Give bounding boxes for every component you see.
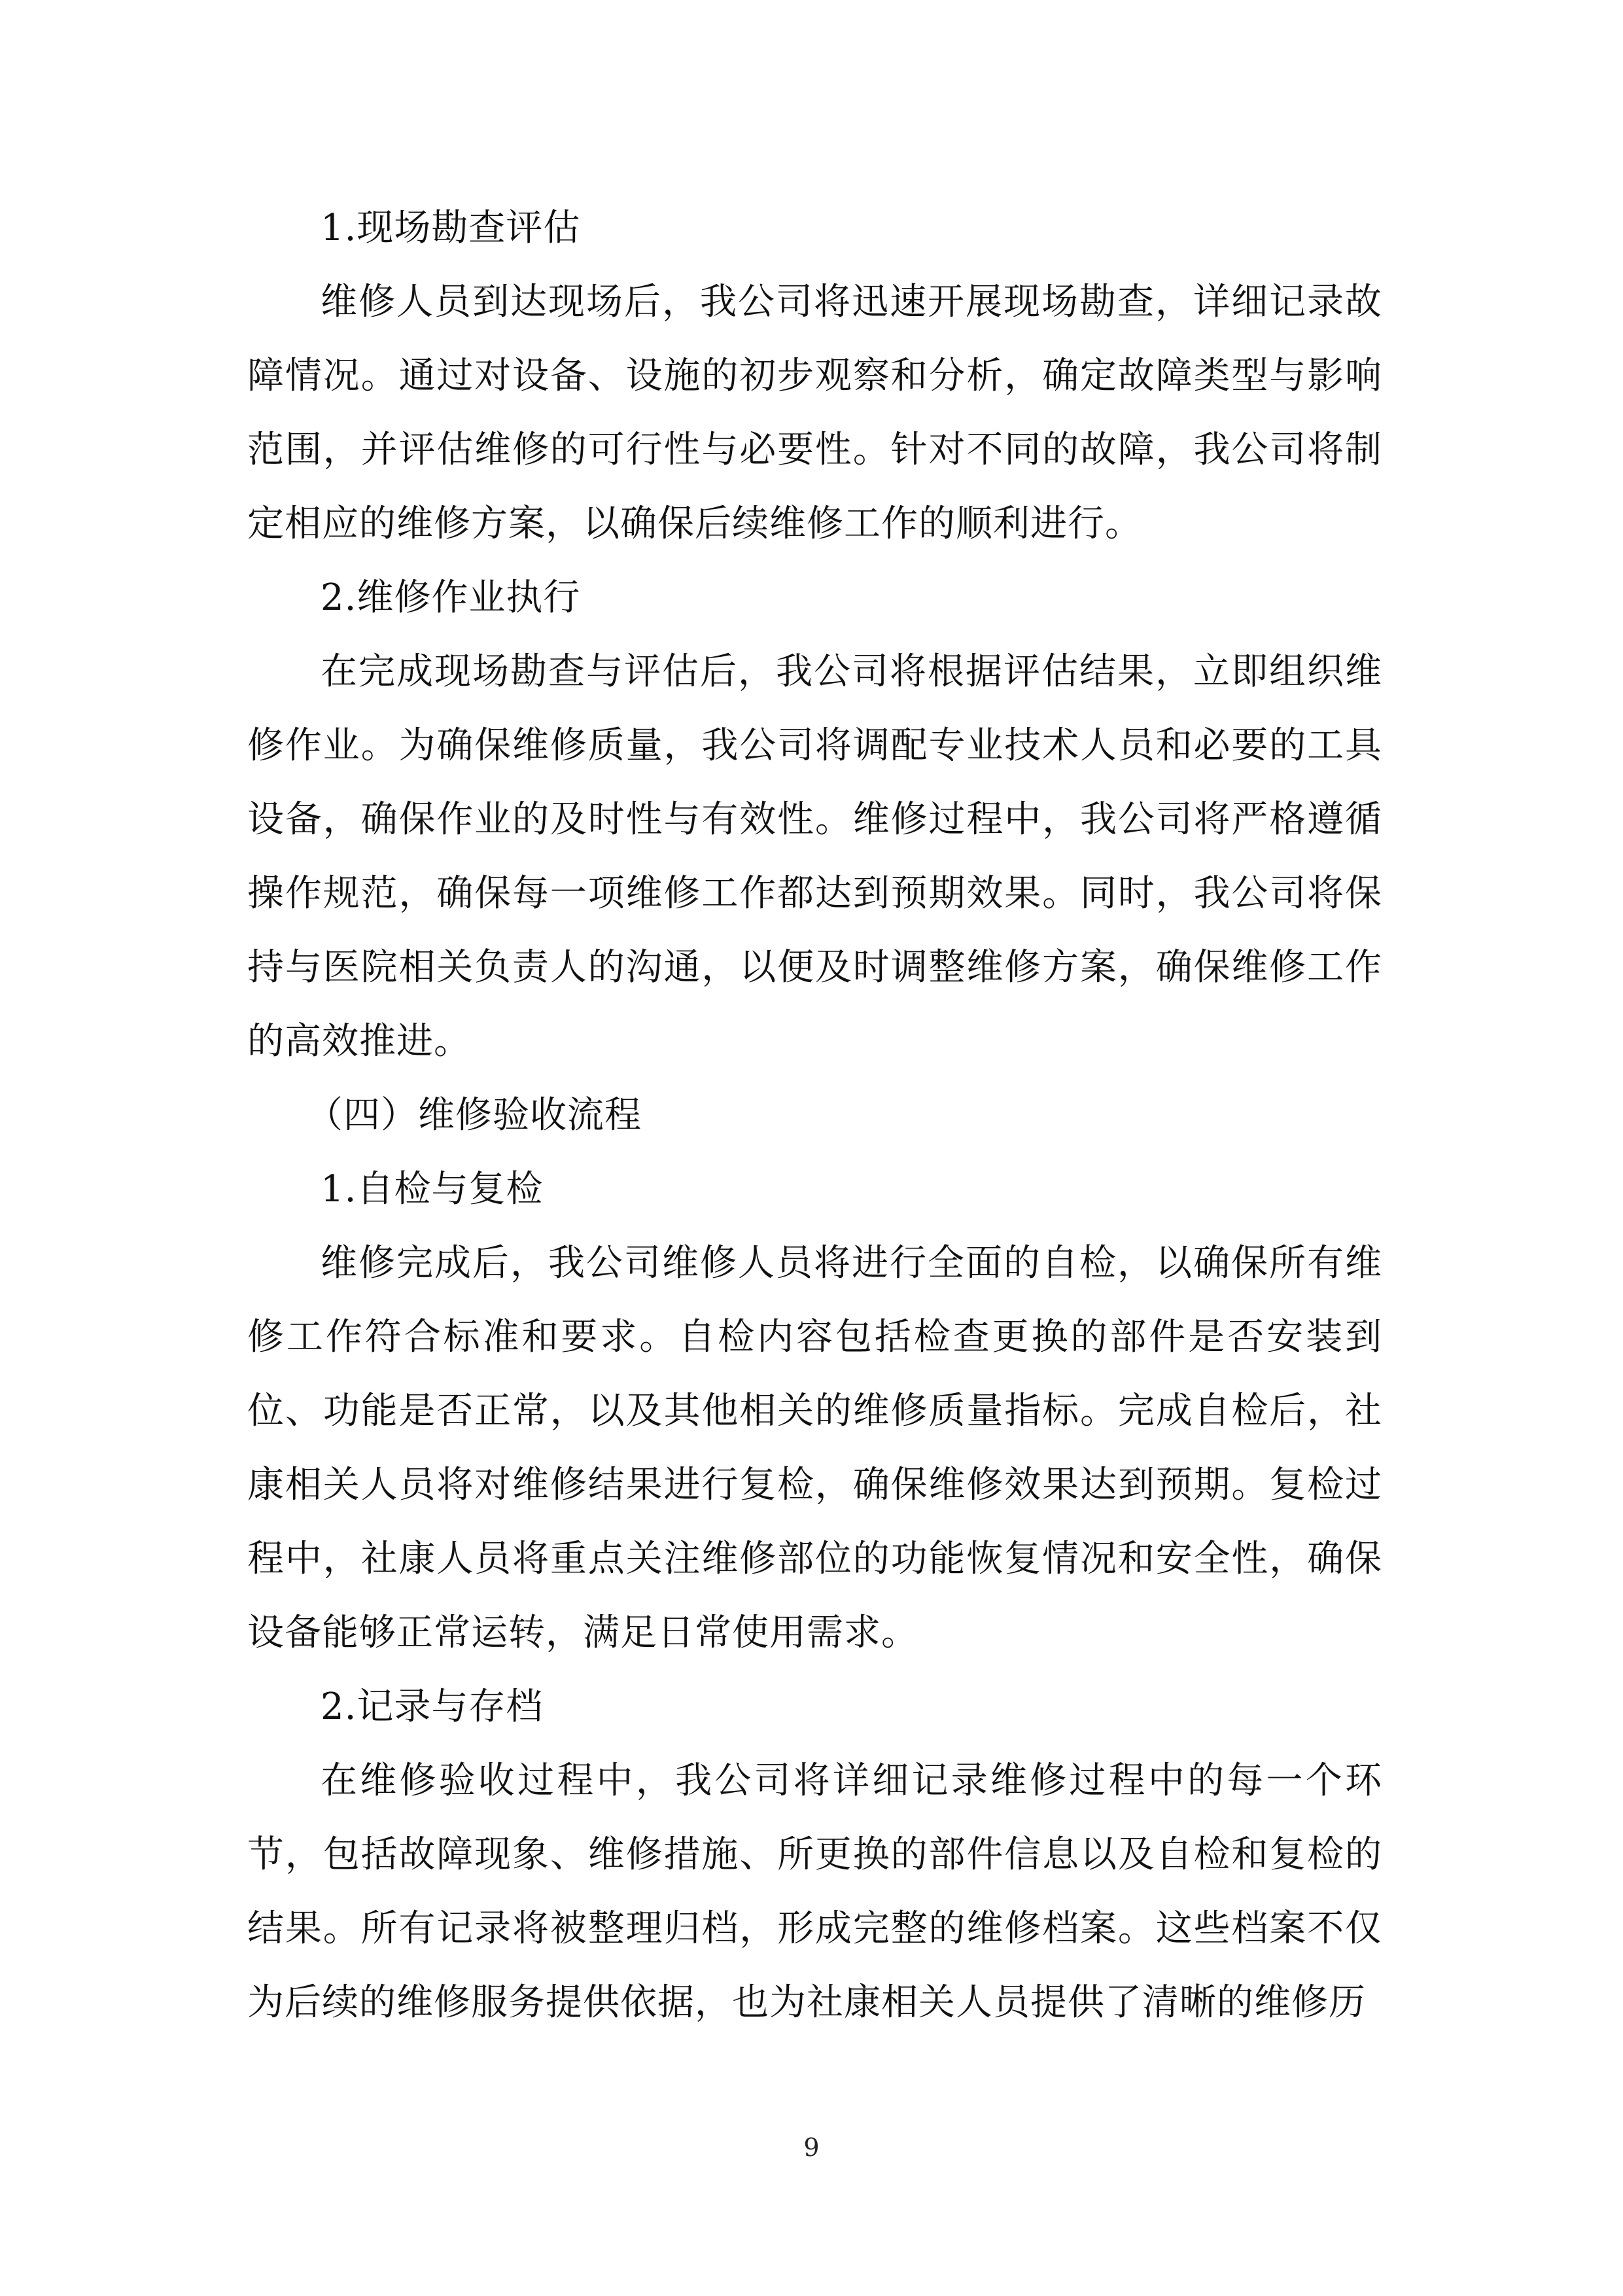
section-heading-acceptance: （四）维修验收流程 xyxy=(306,1094,642,1137)
page-number: 9 xyxy=(803,2133,820,2162)
page-body xyxy=(247,191,1382,2040)
paragraph-repair-execution: 在完成现场勘查与评估后，我公司将根据评估结果，立即组织维修作业。为确保维修质量，我公司将调配专业技术人员和必要的工具设备，确保作业的及时性与有效性。维修过程中，我公司将严格遵循操作规范，确保每一项维修工作都达到预期效果。同时，我公司将保持与医院相关负责人的沟通，以便及时调整维修方案，确保维修工作的高效推进。 xyxy=(247,650,1382,1063)
paragraph-records-archive: 在维修验收过程中，我公司将详细记录维修过程中的每一个环节，包括故障现象、维修措施、所更换的部件信息以及自检和复检的结果。所有记录将被整理归档，形成完整的维修档案。这些档案不仅为后续的维修服务提供依据，也为社康相关人员提供了清晰的维修历 xyxy=(247,1759,1382,2024)
subheading-repair-execution: 2.维修作业执行 xyxy=(321,576,581,619)
subheading-self-check: 1.自检与复检 xyxy=(321,1168,544,1210)
subheading-site-survey: 1.现场勘查评估 xyxy=(321,207,581,249)
paragraph-self-check: 维修完成后，我公司维修人员将进行全面的自检，以确保所有维修工作符合标准和要求。自检内容包括检查更换的部件是否安装到位、功能是否正常，以及其他相关的维修质量指标。完成自检后，社康相关人员将对维修结果进行复检，确保维修效果达到预期。复检过程中，社康人员将重点关注维修部位的功能恢复情况和安全性，确保设备能够正常运转，满足日常使用需求。 xyxy=(247,1242,1382,1654)
subheading-records-archive: 2.记录与存档 xyxy=(321,1686,544,1728)
paragraph-site-survey: 维修人员到达现场后，我公司将迅速开展现场勘查，详细记录故障情况。通过对设备、设施的初步观察和分析，确定故障类型与影响范围，并评估维修的可行性与必要性。针对不同的故障，我公司将制定相应的维修方案，以确保后续维修工作的顺利进行。 xyxy=(247,281,1382,545)
